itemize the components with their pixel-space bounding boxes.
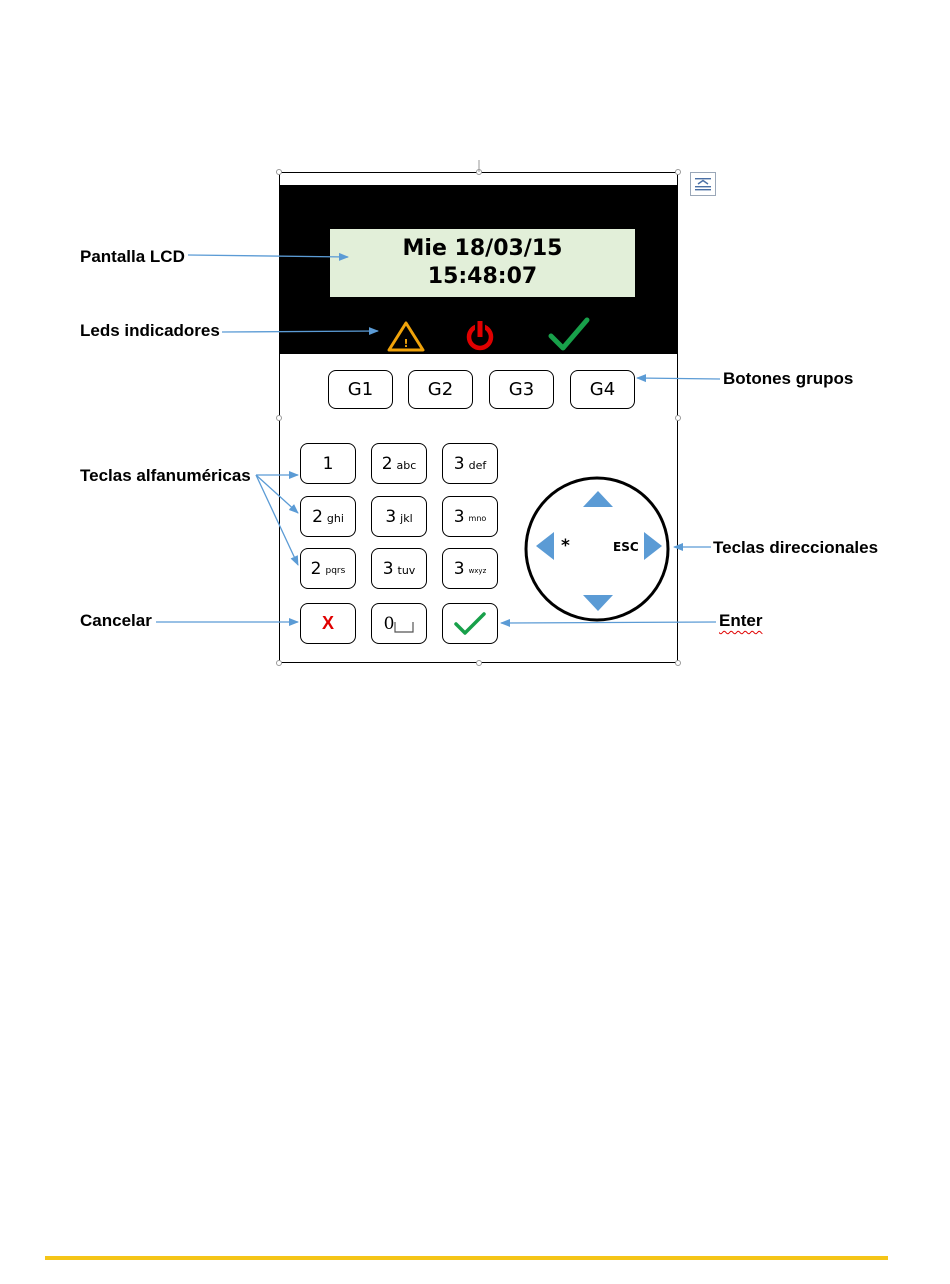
key-digit: 1: [322, 453, 334, 474]
label-enter: Enter: [719, 611, 763, 630]
check-icon: [453, 611, 487, 637]
arrow-left-key[interactable]: [535, 531, 555, 561]
selection-handle[interactable]: [276, 169, 282, 175]
group-key-g1[interactable]: G1: [328, 370, 393, 409]
svg-text:!: !: [403, 337, 409, 350]
key-1[interactable]: [300, 443, 356, 484]
key-digit: 3: [453, 453, 465, 474]
key-2-pqrs[interactable]: [300, 548, 356, 589]
group-key-g3[interactable]: G3: [489, 370, 554, 409]
arrow-up-key[interactable]: [582, 490, 614, 508]
key-digit: 3: [453, 506, 465, 527]
key-letters: tuv: [397, 564, 416, 577]
key-digit: 3: [382, 558, 394, 579]
key-digit: 2: [381, 453, 393, 474]
label-groups: Botones grupos: [723, 369, 854, 388]
warning-triangle-icon: [386, 320, 426, 352]
key-letters: mno: [468, 514, 487, 523]
check-icon: [547, 316, 591, 354]
cancel-x: X: [321, 613, 334, 633]
power-icon: [464, 318, 496, 352]
key-digit: 2: [310, 558, 322, 579]
selection-handle[interactable]: [476, 660, 482, 666]
key-letters: def: [468, 459, 487, 472]
key-0-space[interactable]: [371, 603, 427, 644]
key-3-wxyz[interactable]: [442, 548, 498, 589]
key-letters: jkl: [400, 512, 413, 525]
label-directional: Teclas direccionales: [713, 538, 879, 557]
label-leds: Leds indicadores: [80, 321, 220, 340]
key-digit: 3: [385, 506, 397, 527]
key-digit: 0: [383, 613, 395, 634]
key-letters: pqrs: [325, 565, 346, 576]
lcd-time: 15:48:07: [427, 264, 538, 289]
layout-options-icon[interactable]: [690, 172, 716, 196]
selection-handle[interactable]: [276, 660, 282, 666]
label-cancel: Cancelar: [80, 611, 152, 630]
footer-rule: [45, 1256, 888, 1260]
label-lcd: Pantalla LCD: [80, 247, 185, 266]
key-2-abc[interactable]: [371, 443, 427, 484]
space-icon: [394, 621, 414, 633]
key-2-ghi[interactable]: [300, 496, 356, 537]
selection-handle[interactable]: [675, 415, 681, 421]
lcd-screen: [330, 229, 635, 297]
key-3-def[interactable]: [442, 443, 498, 484]
key-3-tuv[interactable]: [371, 548, 427, 589]
star-key[interactable]: *: [561, 536, 570, 556]
group-key-g2[interactable]: G2: [408, 370, 473, 409]
esc-key[interactable]: ESC: [613, 540, 639, 554]
key-letters: abc: [396, 459, 417, 472]
arrow-right-key[interactable]: [643, 531, 663, 561]
key-3-mno[interactable]: [442, 496, 498, 537]
label-alphanumeric: Teclas alfanuméricas: [80, 466, 251, 485]
lcd-date: Mie 18/03/15: [402, 236, 563, 261]
key-3-jkl[interactable]: [371, 496, 427, 537]
selection-handle[interactable]: [476, 169, 482, 175]
enter-key[interactable]: [442, 603, 498, 644]
cancel-key[interactable]: [300, 603, 356, 644]
arrow-down-key[interactable]: [582, 594, 614, 612]
key-letters: wxyz: [468, 566, 487, 575]
key-digit: 3: [453, 558, 465, 579]
selection-handle[interactable]: [675, 169, 681, 175]
key-letters: ghi: [326, 512, 344, 525]
selection-handle[interactable]: [276, 415, 282, 421]
selection-handle[interactable]: [675, 660, 681, 666]
key-digit: 2: [312, 506, 323, 527]
group-key-g4[interactable]: G4: [570, 370, 635, 409]
